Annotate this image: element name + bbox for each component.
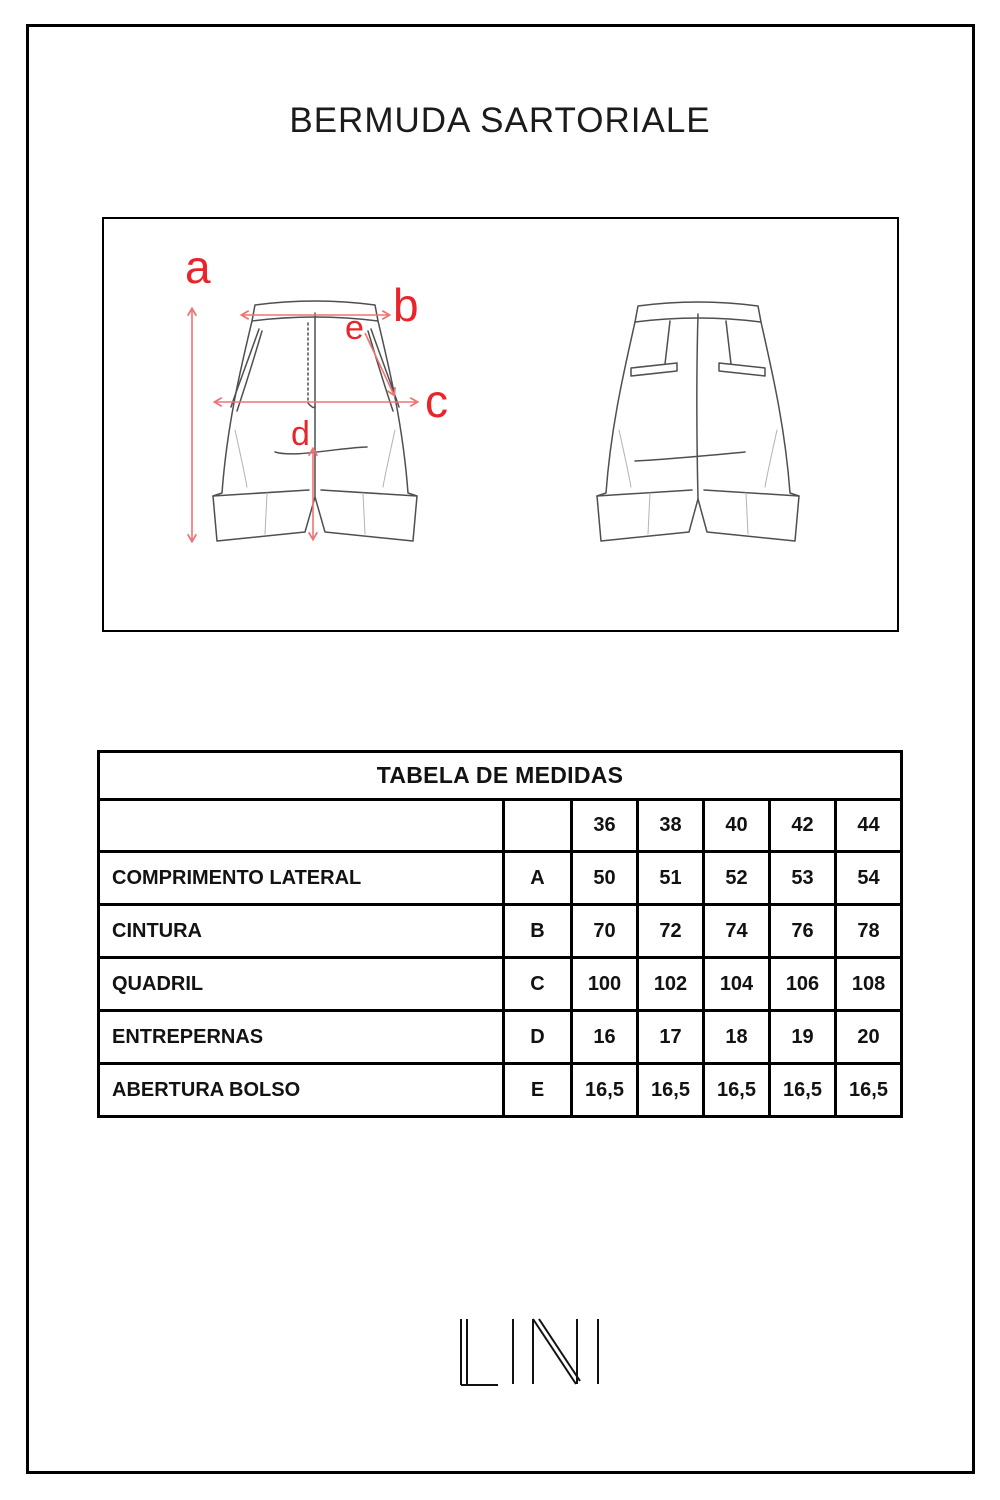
value-cell: 108 bbox=[836, 958, 902, 1011]
table-title: TABELA DE MEDIDAS bbox=[99, 752, 902, 800]
measure-label-b: b bbox=[393, 279, 419, 331]
measure-label-d: d bbox=[291, 415, 310, 453]
table-row bbox=[99, 905, 902, 958]
table-title-row bbox=[99, 752, 902, 800]
row-label: COMPRIMENTO LATERAL bbox=[99, 852, 504, 905]
row-label: ABERTURA BOLSO bbox=[99, 1064, 504, 1117]
size-header-44: 44 bbox=[836, 800, 902, 852]
table-row bbox=[99, 958, 902, 1011]
shorts-front-drawing bbox=[167, 235, 467, 575]
measure-label-a: a bbox=[185, 241, 211, 293]
value-cell: 53 bbox=[770, 852, 836, 905]
value-cell: 17 bbox=[638, 1011, 704, 1064]
size-header-40: 40 bbox=[704, 800, 770, 852]
value-cell: 70 bbox=[572, 905, 638, 958]
value-cell: 16,5 bbox=[770, 1064, 836, 1117]
value-cell: 100 bbox=[572, 958, 638, 1011]
table-row bbox=[99, 1064, 902, 1117]
value-cell: 102 bbox=[638, 958, 704, 1011]
size-header-42: 42 bbox=[770, 800, 836, 852]
brand-logo-strokes bbox=[461, 1319, 598, 1385]
row-label: CINTURA bbox=[99, 905, 504, 958]
shorts-back-outline bbox=[597, 302, 799, 541]
value-cell: 51 bbox=[638, 852, 704, 905]
value-cell: 78 bbox=[836, 905, 902, 958]
value-cell: 104 bbox=[704, 958, 770, 1011]
value-cell: 74 bbox=[704, 905, 770, 958]
value-cell: 18 bbox=[704, 1011, 770, 1064]
value-cell: 52 bbox=[704, 852, 770, 905]
measure-label-c: c bbox=[425, 375, 448, 427]
value-cell: 16,5 bbox=[836, 1064, 902, 1117]
table-row bbox=[99, 852, 902, 905]
row-letter: A bbox=[504, 852, 572, 905]
shorts-front-outline bbox=[213, 301, 417, 541]
table-row bbox=[99, 1011, 902, 1064]
size-header-36: 36 bbox=[572, 800, 638, 852]
row-letter: B bbox=[504, 905, 572, 958]
value-cell: 19 bbox=[770, 1011, 836, 1064]
size-header-38: 38 bbox=[638, 800, 704, 852]
empty-cell bbox=[99, 800, 504, 852]
value-cell: 50 bbox=[572, 852, 638, 905]
row-letter: E bbox=[504, 1064, 572, 1117]
value-cell: 20 bbox=[836, 1011, 902, 1064]
measurements-section bbox=[97, 750, 903, 1118]
page-title: BERMUDA SARTORIALE bbox=[289, 101, 711, 140]
measurements-table bbox=[97, 750, 903, 1118]
value-cell: 54 bbox=[836, 852, 902, 905]
value-cell: 16,5 bbox=[638, 1064, 704, 1117]
row-letter: C bbox=[504, 958, 572, 1011]
row-letter: D bbox=[504, 1011, 572, 1064]
shorts-back-drawing bbox=[573, 235, 823, 575]
value-cell: 16,5 bbox=[704, 1064, 770, 1117]
value-cell: 16,5 bbox=[572, 1064, 638, 1117]
value-cell: 72 bbox=[638, 905, 704, 958]
measure-label-e: e bbox=[345, 309, 364, 347]
diagram-panel bbox=[102, 217, 899, 632]
value-cell: 16 bbox=[572, 1011, 638, 1064]
row-label: ENTREPERNAS bbox=[99, 1011, 504, 1064]
value-cell: 106 bbox=[770, 958, 836, 1011]
row-label: QUADRIL bbox=[99, 958, 504, 1011]
brand-logo bbox=[459, 1318, 601, 1388]
empty-cell bbox=[504, 800, 572, 852]
size-header-row bbox=[99, 800, 902, 852]
value-cell: 76 bbox=[770, 905, 836, 958]
